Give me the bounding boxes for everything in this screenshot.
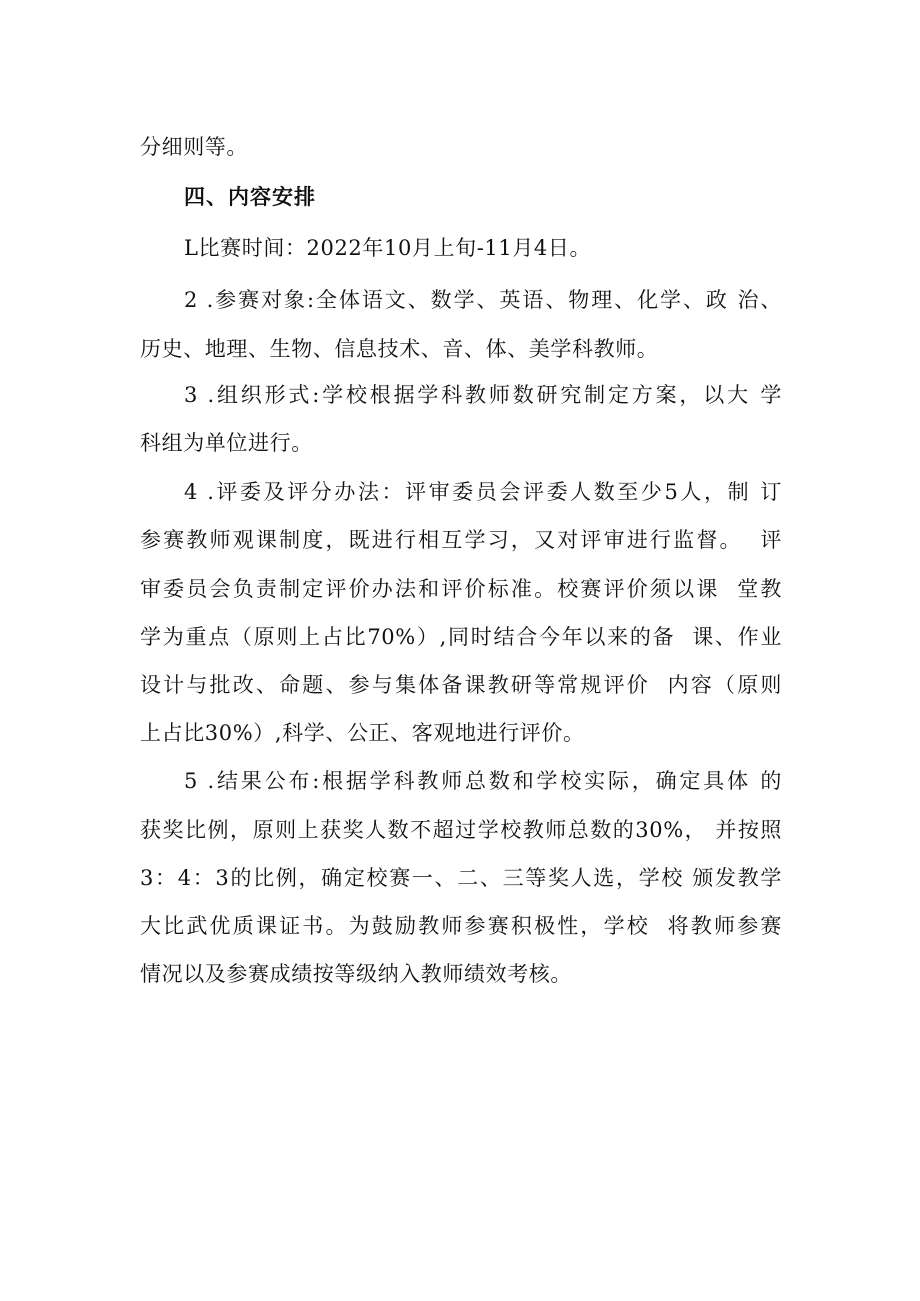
item-3-organization-line-1: 3 .组织形式:学校根据学科教师数研究制定方案，以大 学 <box>184 383 782 407</box>
item-5-results-line-2: 获奖比例，原则上获奖人数不超过学校教师总数的30%， 并按照 <box>140 818 782 842</box>
item-4-judges-line-5: 设计与批改、命题、参与集体备课教研等常规评价 内容（原则 <box>140 673 782 697</box>
item-5-results-line-1: 5 .结果公布:根据学科教师总数和学校实际，确定具体 的 <box>184 769 782 793</box>
item-5-results-line-5: 情况以及参赛成绩按等级纳入教师绩效考核。 <box>140 962 572 986</box>
item-4-judges-line-2: 参赛教师观课制度，既进行相互学习，又对评审进行监督。 评 <box>140 528 782 552</box>
item-2-participants-line-1: 2 .参赛对象:全体语文、数学、英语、物理、化学、政 治、 <box>184 288 782 312</box>
item-3-organization-line-2: 科组为单位进行。 <box>140 431 313 455</box>
item-1-competition-time: L比赛时间：2022年10月上旬-11月4日。 <box>184 236 592 260</box>
item-2-participants-line-2: 历史、地理、生物、信息技术、音、体、美学科教师。 <box>140 337 659 361</box>
item-4-judges-line-1: 4 .评委及评分办法：评审委员会评委人数至少5人，制 订 <box>184 480 782 504</box>
item-4-judges-line-3: 审委员会负责制定评价办法和评价标准。校赛评价须以课 堂教 <box>140 577 782 601</box>
text-line-continuation: 分细则等。 <box>140 135 248 159</box>
item-4-judges-line-4: 学为重点（原则上占比70%）,同时结合今年以来的备 课、作业 <box>140 625 782 649</box>
item-5-results-line-3: 3：4：3的比例，确定校赛一、二、三等奖人选，学校 颁发教学 <box>140 866 782 890</box>
item-5-results-line-4: 大比武优质课证书。为鼓励教师参赛积极性，学校 将教师参赛 <box>140 914 782 938</box>
section-heading-content-arrangement: 四、内容安排 <box>184 185 316 209</box>
item-4-judges-line-6: 上占比30%）,科学、公正、客观地进行评价。 <box>140 721 585 745</box>
